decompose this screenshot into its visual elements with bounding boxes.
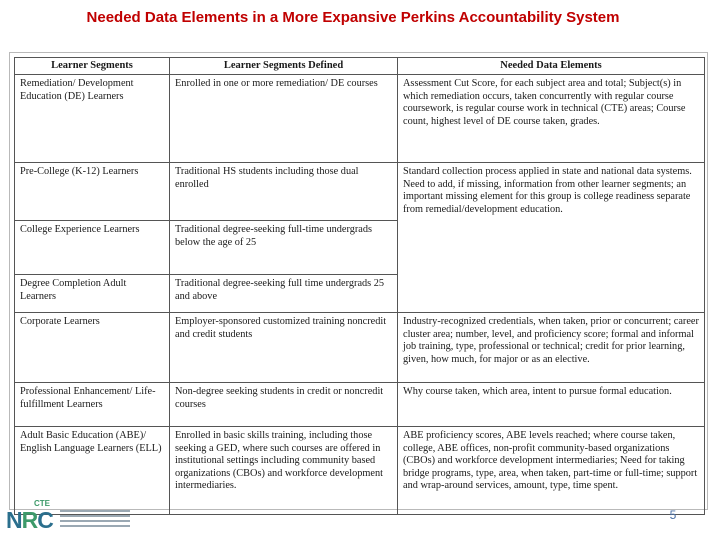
learner-segments-table: [14, 57, 705, 515]
logo-cte-tag: CTE: [34, 499, 50, 508]
segment-defined-cell: Non-degree seeking students in credit or noncredit courses: [170, 383, 398, 427]
data-elements-cell: Industry-recognized credentials, when taken, prior or concurrent; career cluster area; number, level, and proficiency score; formal and informal job training, type, professional or technical; credit for prior learning, given, how much, for major or as an elective.: [398, 313, 705, 383]
data-elements-cell: Assessment Cut Score, for each subject area and total; Subject(s) in which remediation occurs, taken concurrently with regular course coursework, is regular course work in technical (CTE) areas; Course count, highest level of DE course taken, grades.: [398, 75, 705, 163]
table-row: [15, 75, 705, 163]
logo-tagline-lines: [60, 510, 130, 530]
table-row: [15, 383, 705, 427]
segment-defined-cell: Employer-sponsored customized training noncredit and credit students: [170, 313, 398, 383]
data-elements-cell: Why course taken, which area, intent to pursue formal education.: [398, 383, 705, 427]
page-number: 5: [669, 508, 677, 522]
segment-defined-cell: Traditional HS students including those dual enrolled: [170, 163, 398, 221]
segment-cell: Pre-College (K-12) Learners: [15, 163, 170, 221]
segment-cell: Corporate Learners: [15, 313, 170, 383]
column-header-segments-defined: Learner Segments Defined: [170, 58, 398, 75]
column-header-learner-segments: Learner Segments: [15, 58, 170, 75]
segment-cell: Professional Enhancement/ Life-fulfillment Learners: [15, 383, 170, 427]
data-elements-cell: Standard collection process applied in state and national data systems. Need to add, if missing, information from other learner segments; an important missing element for this group is college readiness separate from remedial/development education.: [398, 163, 705, 313]
table-row: [15, 313, 705, 383]
segment-defined-cell: Enrolled in one or more remediation/ DE courses: [170, 75, 398, 163]
data-elements-cell: ABE proficiency scores, ABE levels reached; where course taken, college, ABE offices, non-profit community-based organizations (CBOs) and workforce development intermediaries; Need for taking bridge programs, type, area, when taken, part-time or full-time; support and wrap-around services, amount, type, time spent.: [398, 427, 705, 515]
table-row: [15, 163, 705, 221]
nrc-cte-logo-icon: [6, 499, 136, 535]
segment-cell: Remediation/ Development Education (DE) Learners: [15, 75, 170, 163]
segment-cell: College Experience Learners: [15, 221, 170, 275]
logo-mark: [6, 507, 53, 534]
segment-defined-cell: Enrolled in basic skills training, including those seeking a GED, where such courses are offered in institutional settings including community based organizations (CBOs) and workforce development intermediaries.: [170, 427, 398, 515]
logo-letter-n: N: [6, 507, 22, 533]
segment-defined-cell: Traditional degree-seeking full time undergrads 25 and above: [170, 275, 398, 313]
column-header-needed-data-elements: Needed Data Elements: [398, 58, 705, 75]
segment-defined-cell: Traditional degree-seeking full-time undergrads below the age of 25: [170, 221, 398, 275]
segment-cell: Adult Basic Education (ABE)/ English Language Learners (ELL): [15, 427, 170, 515]
logo-letter-r: R: [21, 507, 38, 533]
logo-letter-c: C: [37, 507, 53, 533]
table-header-row: [15, 58, 705, 75]
slide-title: Needed Data Elements in a More Expansive Perkins Accountability System: [86, 9, 620, 26]
table-image-frame: [9, 52, 708, 510]
segment-cell: Degree Completion Adult Learners: [15, 275, 170, 313]
